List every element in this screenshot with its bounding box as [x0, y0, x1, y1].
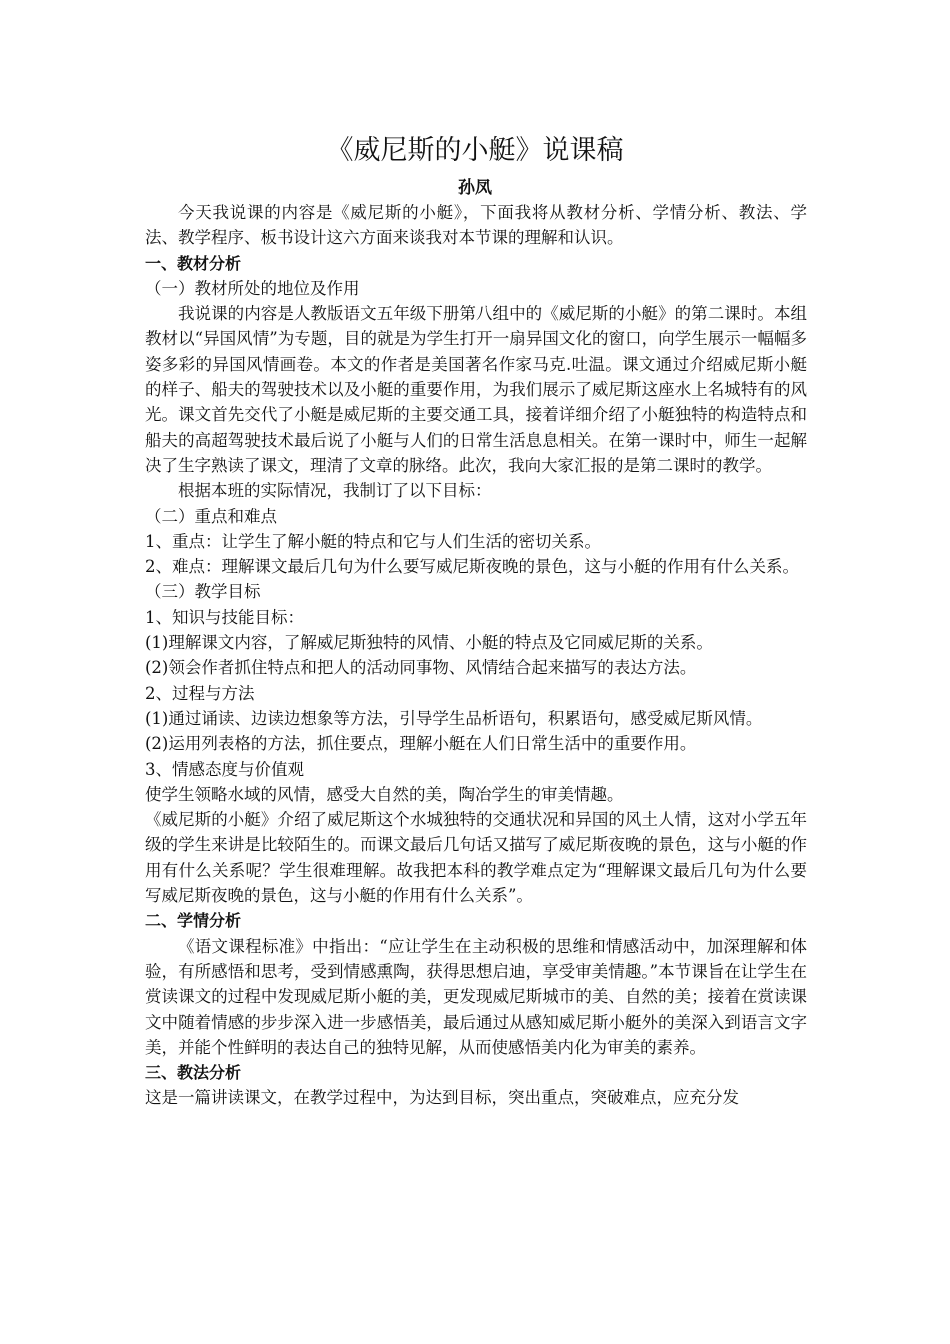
- subsection-heading-position: （一）教材所处的地位及作用: [145, 278, 360, 298]
- objective-attitude-1: 使学生领略水域的风情，感受大自然的美，陶冶学生的审美情趣。: [145, 784, 624, 804]
- author-name: 孙凤: [458, 178, 492, 198]
- section-heading-teaching-method: 三、教法分析: [145, 1063, 242, 1083]
- document-body: [145, 200, 807, 1111]
- key-point-item: 1、重点：让学生了解小艇的特点和它与人们生活的密切关系。: [145, 531, 601, 551]
- intro-paragraph: 今天我说课的内容是《威尼斯的小艇》，下面我将从教材分析、学情分析、教法、学法、教学程序、板书设计这六方面来谈我对本节课的理解和认识。: [145, 203, 807, 248]
- objective-process: 2、过程与方法: [145, 683, 255, 703]
- teaching-method-paragraph: 这是一篇讲读课文，在教学过程中，为达到目标，突出重点，突破难点，应充分发: [145, 1088, 739, 1108]
- objective-attitude: 3、情感态度与价值观: [145, 759, 304, 779]
- subsection-heading-key-points: （二）重点和难点: [145, 506, 277, 526]
- difficulty-summary-paragraph: 《威尼斯的小艇》介绍了威尼斯这个水城独特的交通状况和异国的风土人情，这对小学五年级的学生来讲是比较陌生的。而课文最后几句话又描写了威尼斯夜晚的景色，这与小艇的作用有什么关系呢？学生很难理解。故我把本科的教学难点定为“理解课文最后几句为什么要写威尼斯夜晚的景色，这与小艇的作用有什么关系”。: [145, 810, 807, 906]
- objective-process-2: (2)运用列表格的方法，抓住要点，理解小艇在人们日常生活中的重要作用。: [145, 734, 697, 754]
- section-heading-student-analysis: 二、学情分析: [145, 911, 242, 931]
- objective-knowledge: 1、知识与技能目标：: [145, 607, 304, 627]
- objective-knowledge-2: (2)领会作者抓住特点和把人的活动同事物、风情结合起来描写的表达方法。: [145, 658, 697, 678]
- subsection-heading-objectives: （三）教学目标: [145, 582, 261, 602]
- goals-lead-paragraph: 根据本班的实际情况，我制订了以下目标：: [178, 481, 492, 501]
- objective-process-1: (1)通过诵读、边读边想象等方法，引导学生品析语句，积累语句，感受威尼斯风情。: [145, 708, 763, 728]
- position-paragraph: 我说课的内容是人教版语文五年级下册第八组中的《威尼斯的小艇》的第二课时。本组教材以“异国风情”为专题，目的就是为学生打开一扇异国文化的窗口，向学生展示一幅幅多姿多彩的异国风情画卷。本文的作者是美国著名作家马克.吐温。课文通过介绍威尼斯小艇的样子、船夫的驾驶技术以及小艇的重要作用，为我们展示了威尼斯这座水上名城特有的风光。课文首先交代了小艇是威尼斯的主要交通工具，接着详细介绍了小艇独特的构造特点和船夫的高超驾驶技术最后说了小艇与人们的日常生活息息相关。在第一课时中，师生一起解决了生字熟读了课文，理清了文章的脉络。此次，我向大家汇报的是第二课时的教学。: [145, 304, 807, 475]
- difficulty-item: 2、难点：理解课文最后几句为什么要写威尼斯夜晚的景色，这与小艇的作用有什么关系。: [145, 557, 799, 577]
- objective-knowledge-1: (1)理解课文内容，了解威尼斯独特的风情、小艇的特点及它同威尼斯的关系。: [145, 633, 713, 653]
- student-analysis-paragraph: 《语文课程标准》中指出：“应让学生在主动积极的思维和情感活动中，加深理解和体验，有所感悟和思考，受到情感熏陶，获得思想启迪，享受审美情趣。”本节课旨在让学生在赏读课文的过程中发现威尼斯小艇的美，更发现威尼斯城市的美、自然的美；接着在赏读课文中随着情感的步步深入进一步感悟美，最后通过从感知威尼斯小艇外的美深入到语言文字美，并能个性鲜明的表达自己的独特见解，从而使感悟美内化为审美的素养。: [145, 936, 807, 1057]
- document-title: 《威尼斯的小艇》说课稿: [326, 135, 624, 166]
- section-heading-textbook-analysis: 一、教材分析: [145, 253, 242, 273]
